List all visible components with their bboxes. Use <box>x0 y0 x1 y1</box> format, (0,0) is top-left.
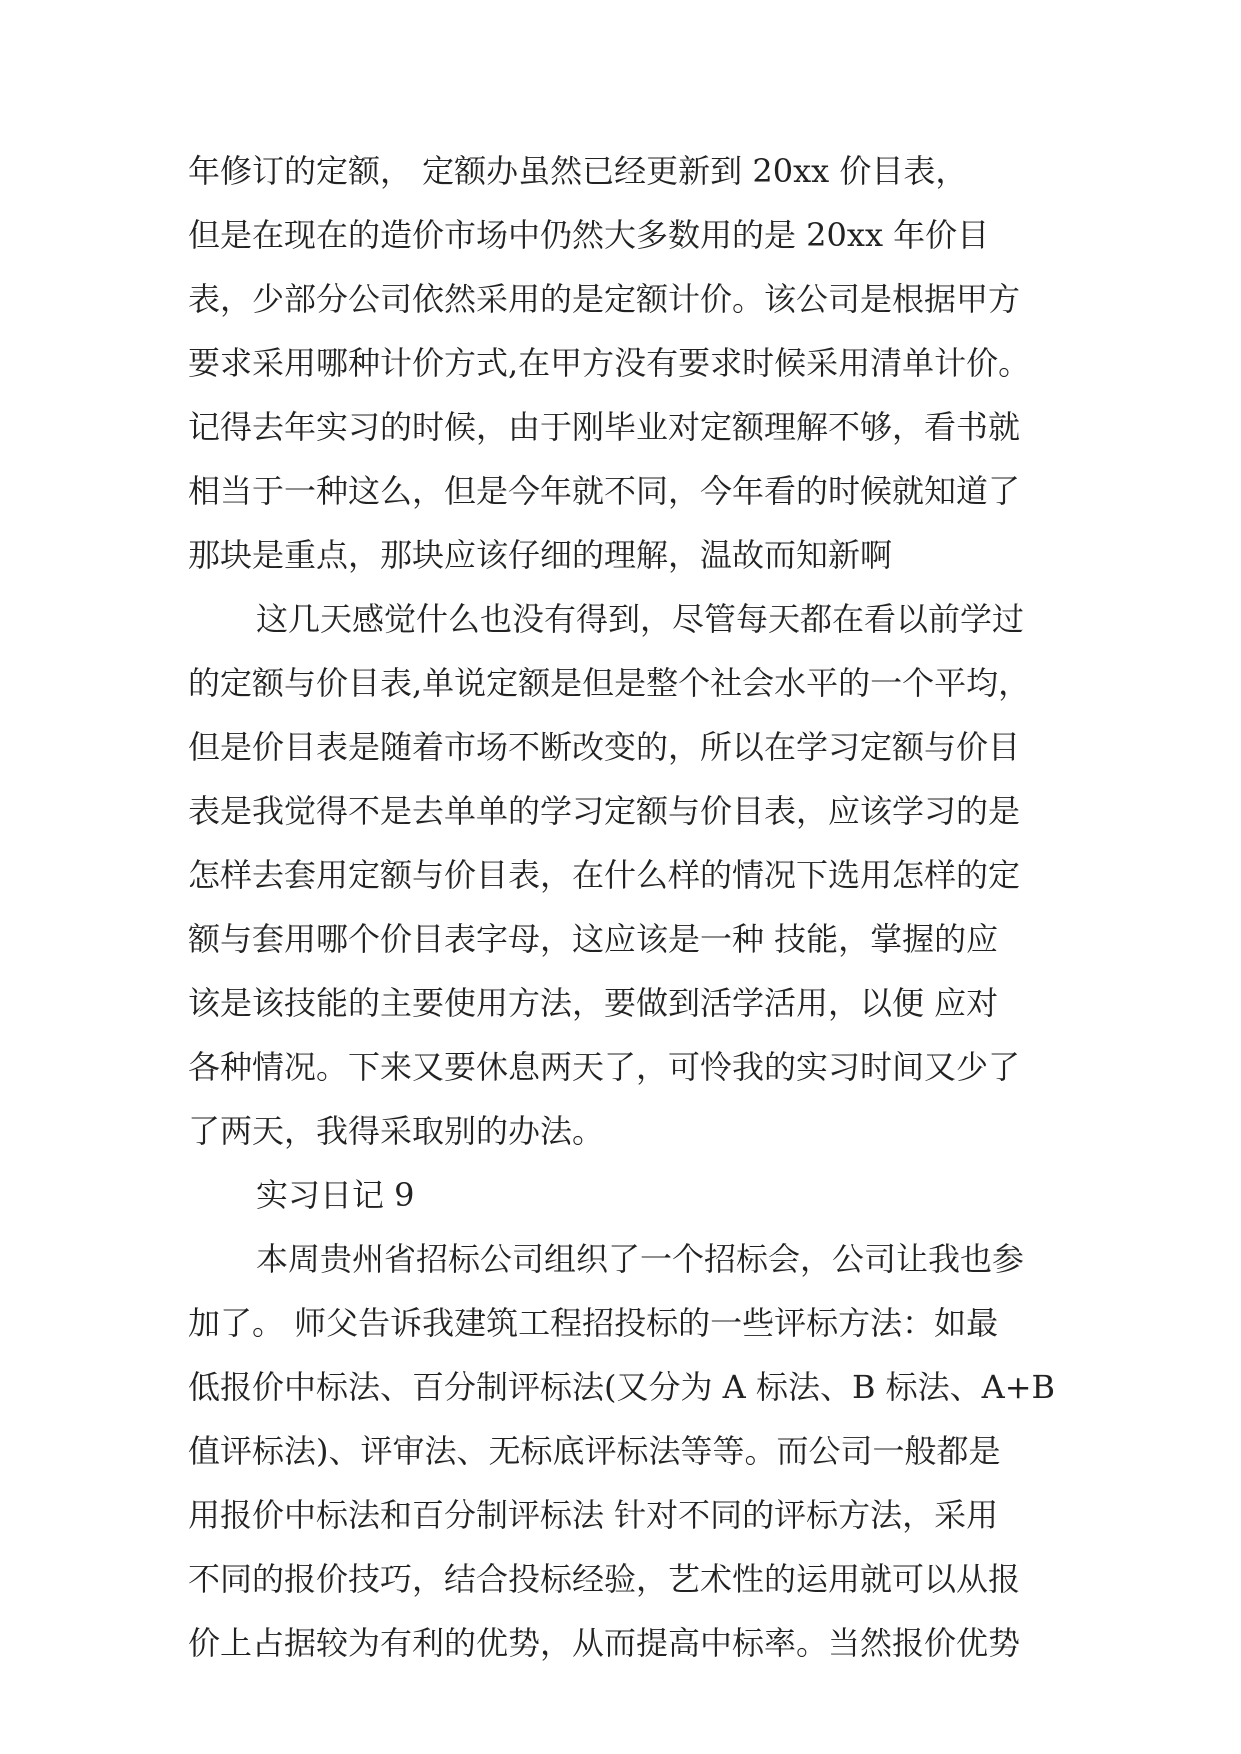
text-line: 加了。 师父告诉我建筑工程招投标的一些评标方法：如最 <box>188 1304 999 1342</box>
text-line: 不同的报价技巧，结合投标经验，艺术性的运用就可以从报 <box>188 1560 1021 1598</box>
text-line: 怎样去套用定额与价目表，在什么样的情况下选用怎样的定 <box>188 856 1021 894</box>
text-line: 记得去年实习的时候，由于刚毕业对定额理解不够，看书就 <box>188 408 1021 446</box>
text-line: 相当于一种这么，但是今年就不同，今年看的时候就知道了 <box>188 472 1021 510</box>
text-line: 那块是重点，那块应该仔细的理解，温故而知新啊 <box>188 536 893 574</box>
text-line: 用报价中标法和百分制评标法 针对不同的评标方法，采用 <box>188 1496 999 1534</box>
text-line: 各种情况。下来又要休息两天了，可怜我的实习时间又少了 <box>188 1048 1021 1086</box>
text-line: 的定额与价目表,单说定额是但是整个社会水平的一个平均， <box>188 664 1031 702</box>
text-line: 低报价中标法、百分制评标法(又分为 A 标法、B 标法、A+B <box>188 1368 1056 1406</box>
text-line: 表，少部分公司依然采用的是定额计价。该公司是根据甲方 <box>188 280 1021 318</box>
text-line: 额与套用哪个价目表字母，这应该是一种 技能，掌握的应 <box>188 920 999 958</box>
text-line: 但是在现在的造价市场中仍然大多数用的是 20xx 年价目 <box>188 216 990 254</box>
text-line: 要求采用哪种计价方式,在甲方没有要求时候采用清单计价。 <box>188 344 1031 382</box>
text-line: 了两天，我得采取别的办法。 <box>188 1112 605 1150</box>
section-heading: 实习日记 9 <box>256 1176 415 1214</box>
text-line: 价上占据较为有利的优势，从而提高中标率。当然报价优势 <box>188 1624 1021 1662</box>
text-line: 该是该技能的主要使用方法，要做到活学活用，以便 应对 <box>188 984 999 1022</box>
paragraph-start-line: 这几天感觉什么也没有得到，尽管每天都在看以前学过 <box>256 600 1025 638</box>
text-line: 但是价目表是随着市场不断改变的，所以在学习定额与价目 <box>188 728 1021 766</box>
text-line: 年修订的定额， 定额办虽然已经更新到 20xx 价目表， <box>188 152 968 190</box>
paragraph-start-line: 本周贵州省招标公司组织了一个招标会，公司让我也参 <box>256 1240 1025 1278</box>
text-line: 表是我觉得不是去单单的学习定额与价目表，应该学习的是 <box>188 792 1021 830</box>
text-line: 值评标法)、评审法、无标底评标法等等。而公司一般都是 <box>188 1432 1001 1470</box>
